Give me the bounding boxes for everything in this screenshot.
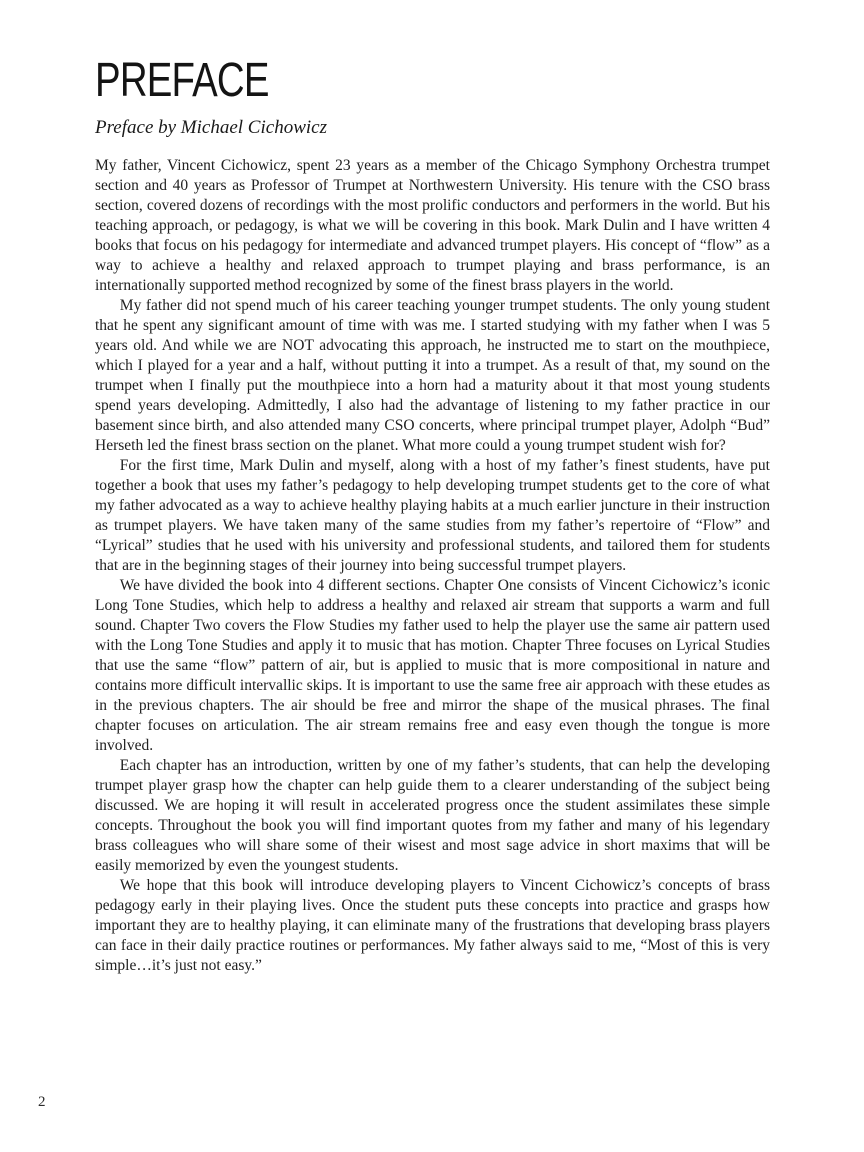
page-subtitle: Preface by Michael Cichowicz	[95, 117, 327, 139]
preface-paragraph: We have divided the book into 4 different sections. Chapter One consists of Vincent Cichowicz’s iconic Long Tone Studies, which help to address a healthy and relaxed air stream that supports a warm and full sound. Chapter Two covers the Flow Studies my father used to help the player use the same air pattern used with the Long Tone Studies and apply it to music that has motion. Chapter Three focuses on Lyrical Studies that use the same “flow” pattern of air, but is applied to music that is more compositional in nature and contains more difficult intervallic skips. It is important to use the same free air approach with these etudes as in the previous chapters. The air should be free and mirror the shape of the musical phrases. The final chapter focuses on articulation. The air stream remains free and easy even though the tongue is more involved.	[95, 577, 770, 755]
preface-paragraph: For the first time, Mark Dulin and myself, along with a host of my father’s finest students, have put together a book that uses my father’s pedagogy to help developing trumpet students get to the core of what my father advocated as a way to achieve healthy playing habits at a much earlier juncture in their instruction as trumpet players. We have taken many of the same studies from my father’s repertoire of “Flow” and “Lyrical” studies that he used with his university and professional students, and tailored them for students that are in the beginning stages of their journey into being successful trumpet players.	[95, 457, 770, 575]
preface-paragraph: We hope that this book will introduce developing players to Vincent Cichowicz’s concepts of brass pedagogy early in their playing lives. Once the student puts these concepts into practice and grasps how important they are to healthy playing, it can eliminate many of the frustrations that developing brass players can face in their daily practice routines or performances. My father always said to me, “Most of this is very simple…it’s just not easy.”	[95, 877, 770, 975]
page-title: PREFACE	[95, 54, 269, 107]
page-content	[95, 56, 770, 976]
page-number: 2	[38, 1094, 46, 1110]
preface-paragraph: My father did not spend much of his career teaching younger trumpet students. The only young student that he spent any significant amount of time with was me. I started studying with my father when I was 5 years old. And while we are NOT advocating this approach, he instructed me to start on the mouthpiece, which I played for a year and a half, without putting it into a trumpet. As a result of that, my sound on the trumpet when I finally put the mouthpiece into a horn had a maturity about it that most young students spend years developing. Admittedly, I also had the advantage of listening to my father practice in our basement since birth, and also attended many CSO concerts, where principal trumpet player, Adolph “Bud” Herseth led the finest brass section on the planet. What more could a young trumpet student wish for?	[95, 297, 770, 455]
preface-paragraph: Each chapter has an introduction, written by one of my father’s students, that can help the developing trumpet player grasp how the chapter can help guide them to a clearer understanding of the subject being discussed. We are hoping it will result in accelerated progress once the student assimilates these simple concepts. Throughout the book you will find important quotes from my father and many of his legendary brass colleagues who will share some of their wisest and most sage advice in short maxims that will be easily memorized by even the youngest students.	[95, 757, 770, 875]
preface-body	[95, 156, 770, 976]
preface-paragraph: My father, Vincent Cichowicz, spent 23 years as a member of the Chicago Symphony Orchestra trumpet section and 40 years as Professor of Trumpet at Northwestern University. His tenure with the CSO brass section, covered dozens of recordings with the most prolific conductors and performers in the world. But his teaching approach, or pedagogy, is what we will be covering in this book. Mark Dulin and I have written 4 books that focus on his pedagogy for intermediate and advanced trumpet players. His concept of “flow” as a way to achieve a healthy and relaxed approach to trumpet playing and brass performance, is an internationally supported method recognized by some of the finest brass players in the world.	[95, 157, 770, 295]
